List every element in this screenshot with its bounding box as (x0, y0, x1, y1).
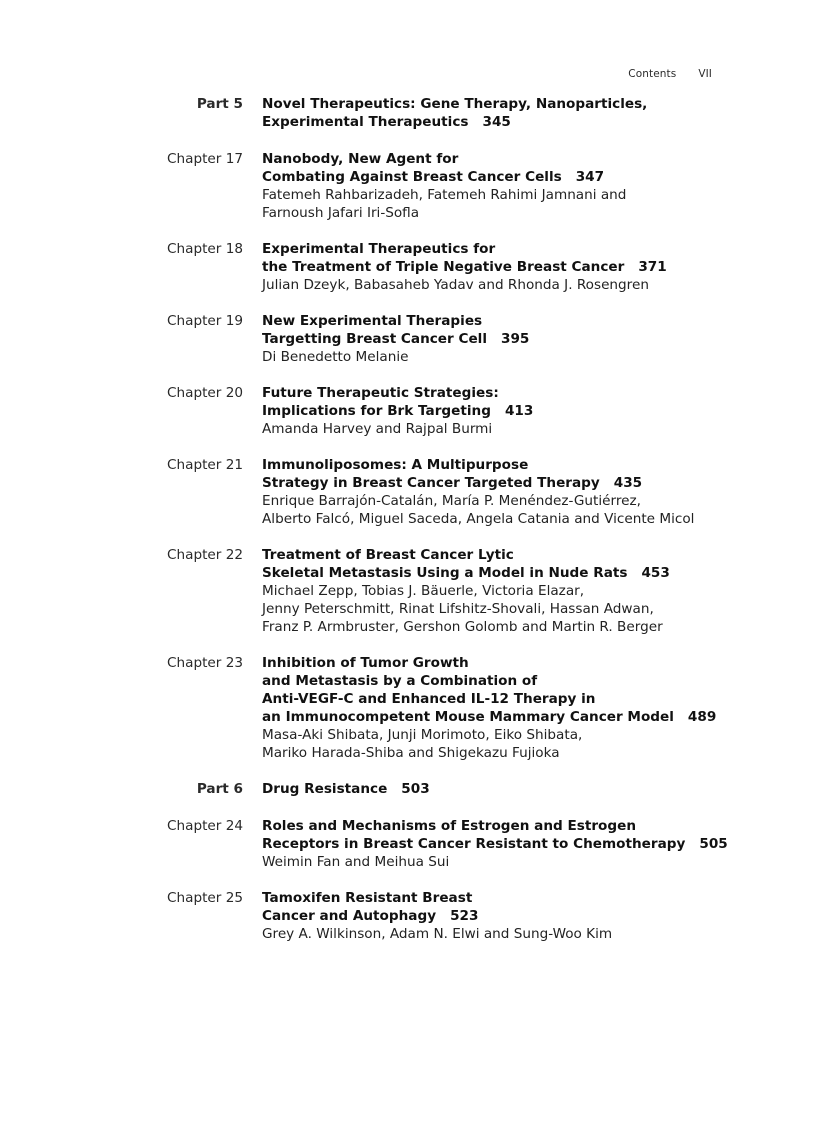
entry-body (262, 546, 782, 636)
chapter-label: Chapter 24 (167, 818, 243, 834)
chapter-label: Chapter 25 (167, 890, 243, 906)
entry-title-text: Immunoliposomes: A Multipurpose (262, 457, 529, 473)
entry-title-line (262, 330, 782, 348)
entry-title-line (262, 835, 782, 853)
entry-title-line (262, 384, 782, 402)
entry-title-text: Experimental Therapeutics (262, 114, 469, 130)
chapter-label: Chapter 21 (167, 457, 243, 473)
part-label: Part 5 (196, 96, 243, 112)
entry-body (262, 240, 782, 294)
entry-authors-line: Masa-Aki Shibata, Junji Morimoto, Eiko Shibata, (262, 727, 583, 743)
entry-title-line (262, 690, 782, 708)
toc-chapter-entry (0, 456, 816, 528)
entry-title-text: Experimental Therapeutics for (262, 241, 496, 257)
entry-body (262, 95, 782, 131)
entry-title-text: the Treatment of Triple Negative Breast Cancer (262, 259, 625, 275)
entry-title-text: an Immunocompetent Mouse Mammary Cancer Model (262, 709, 674, 725)
entry-title-text: Roles and Mechanisms of Estrogen and Estrogen (262, 818, 637, 834)
entry-title-line (262, 402, 782, 420)
chapter-label: Chapter 19 (167, 313, 243, 329)
entry-authors-line: Mariko Harada-Shiba and Shigekazu Fujioka (262, 745, 560, 761)
entry-title-text: Novel Therapeutics: Gene Therapy, Nanoparticles, (262, 96, 648, 112)
toc-part-entry (0, 780, 816, 798)
toc-chapter-entry (0, 150, 816, 222)
entry-title-line (262, 312, 782, 330)
entry-title-text: Drug Resistance (262, 781, 388, 797)
chapter-label: Chapter 17 (167, 151, 243, 167)
chapter-label: Chapter 23 (167, 655, 243, 671)
entry-page-number: 453 (641, 565, 670, 581)
entry-authors-line: Jenny Peterschmitt, Rinat Lifshitz-Shovali, Hassan Adwan, (262, 601, 654, 617)
entry-title-text: Cancer and Autophagy (262, 908, 437, 924)
toc-chapter-entry (0, 889, 816, 943)
entry-authors-line: Weimin Fan and Meihua Sui (262, 854, 450, 870)
header-page-number: VII (698, 68, 712, 80)
entry-title-text: Inhibition of Tumor Growth (262, 655, 469, 671)
entry-page-number: 435 (613, 475, 643, 491)
entry-title-line (262, 240, 782, 258)
entry-title-line (262, 546, 782, 564)
entry-title-text: Strategy in Breast Cancer Targeted Therapy (262, 475, 600, 491)
toc-chapter-entry (0, 546, 816, 636)
entry-authors-line: Enrique Barrajón-Catalán, María P. Menéndez-Gutiérrez, (262, 493, 641, 509)
entry-title-line (262, 474, 782, 492)
entry-page-number: 505 (699, 836, 728, 852)
entry-title-text: Receptors in Breast Cancer Resistant to Chemotherapy (262, 836, 686, 852)
entry-title-line (262, 95, 782, 113)
entry-title-line (262, 168, 782, 186)
toc-chapter-entry (0, 384, 816, 438)
entry-title-text: New Experimental Therapies (262, 313, 483, 329)
chapter-label: Chapter 20 (167, 385, 243, 401)
entry-authors-line: Franz P. Armbruster, Gershon Golomb and Martin R. Berger (262, 619, 663, 635)
toc-chapter-entry (0, 817, 816, 871)
entry-authors-line: Amanda Harvey and Rajpal Burmi (262, 421, 493, 437)
entry-title-line (262, 150, 782, 168)
entry-body (262, 780, 782, 798)
entry-authors-line: Di Benedetto Melanie (262, 349, 409, 365)
header-section: Contents (628, 68, 677, 80)
entry-title-line (262, 907, 782, 925)
entry-title-line (262, 654, 782, 672)
entry-title-line (262, 456, 782, 474)
toc-chapter-entry (0, 240, 816, 294)
entry-page-number: 345 (482, 114, 511, 130)
entry-body (262, 817, 782, 871)
entry-title-line (262, 889, 782, 907)
entry-page-number: 503 (401, 781, 430, 797)
entry-page-number: 489 (687, 709, 717, 725)
entry-body (262, 456, 782, 528)
entry-page-number: 371 (638, 259, 667, 275)
entry-title-text: Anti-VEGF-C and Enhanced IL-12 Therapy in (262, 691, 596, 707)
entry-title-text: Skeletal Metastasis Using a Model in Nude Rats (262, 565, 628, 581)
entry-title-line (262, 113, 782, 131)
entry-body (262, 889, 782, 943)
entry-body (262, 150, 782, 222)
entry-title-text: Future Therapeutic Strategies: (262, 385, 499, 401)
table-of-contents (0, 95, 816, 961)
entry-title-text: Implications for Brk Targeting (262, 403, 491, 419)
entry-authors-line: Julian Dzeyk, Babasaheb Yadav and Rhonda J. Rosengren (262, 277, 649, 293)
entry-authors-line: Grey A. Wilkinson, Adam N. Elwi and Sung-Woo Kim (262, 926, 613, 942)
entry-title-line (262, 672, 782, 690)
entry-authors-line: Michael Zepp, Tobias J. Bäuerle, Victoria Elazar, (262, 583, 585, 599)
entry-authors-line: Fatemeh Rahbarizadeh, Fatemeh Rahimi Jamnani and (262, 187, 627, 203)
entry-title-line (262, 780, 782, 798)
entry-title-text: and Metastasis by a Combination of (262, 673, 538, 689)
entry-title-text: Nanobody, New Agent for (262, 151, 459, 167)
running-header (628, 68, 712, 80)
toc-part-entry (0, 95, 816, 131)
entry-title-line (262, 564, 782, 582)
chapter-label: Chapter 18 (167, 241, 243, 257)
entry-page-number: 347 (575, 169, 605, 185)
part-label: Part 6 (196, 781, 243, 797)
entry-title-text: Treatment of Breast Cancer Lytic (262, 547, 514, 563)
entry-body (262, 654, 782, 762)
entry-page-number: 395 (500, 331, 530, 347)
entry-title-text: Tamoxifen Resistant Breast (262, 890, 473, 906)
chapter-label: Chapter 22 (167, 547, 243, 563)
entry-title-line (262, 817, 782, 835)
entry-title-line (262, 708, 782, 726)
toc-chapter-entry (0, 312, 816, 366)
entry-authors-line: Farnoush Jafari Iri-Sofla (262, 205, 420, 221)
entry-body (262, 384, 782, 438)
entry-page-number: 523 (450, 908, 479, 924)
toc-chapter-entry (0, 654, 816, 762)
entry-title-text: Combating Against Breast Cancer Cells (262, 169, 562, 185)
entry-authors-line: Alberto Falcó, Miguel Saceda, Angela Catania and Vicente Micol (262, 511, 695, 527)
entry-title-text: Targetting Breast Cancer Cell (262, 331, 487, 347)
entry-body (262, 312, 782, 366)
entry-title-line (262, 258, 782, 276)
entry-page-number: 413 (504, 403, 534, 419)
